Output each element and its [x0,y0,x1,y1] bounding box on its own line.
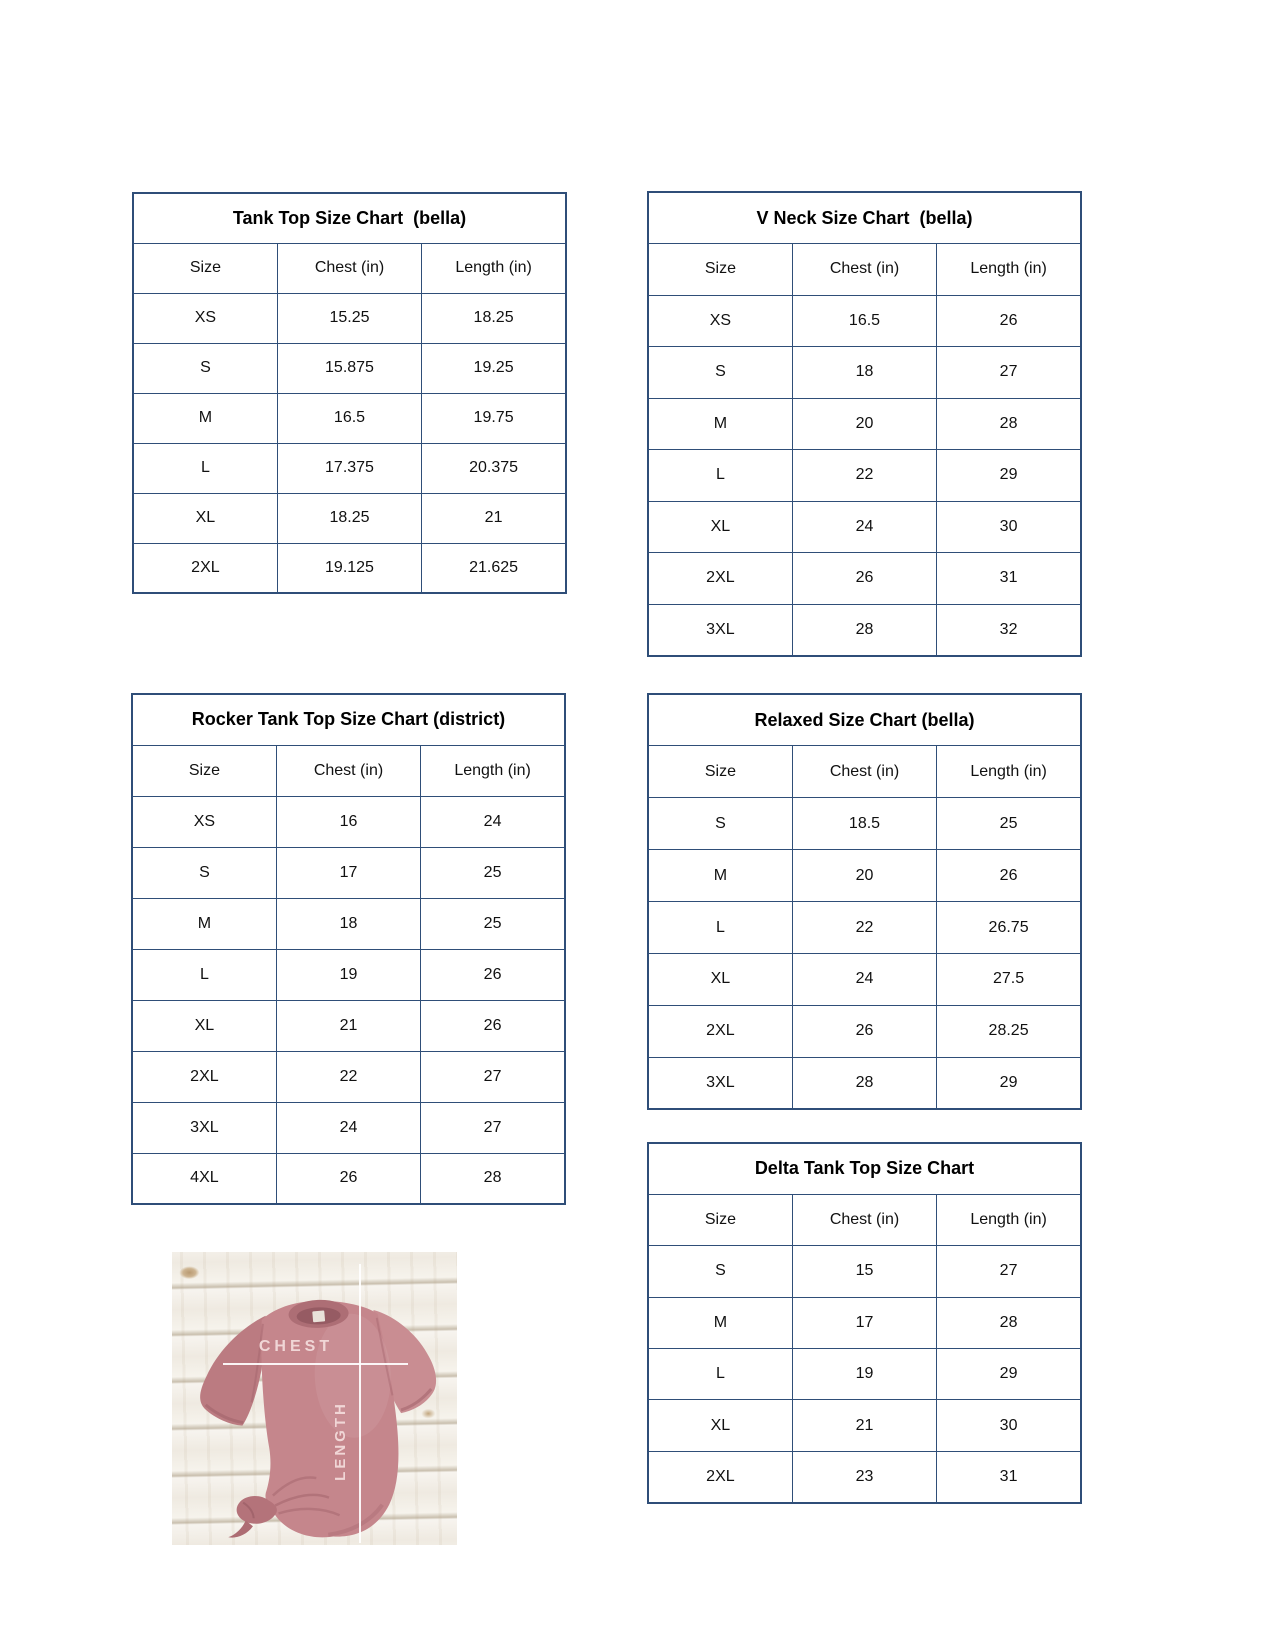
table-cell: M [648,398,792,450]
column-header: Length (in) [421,745,565,796]
table-cell: 2XL [132,1051,276,1102]
table-cell: 29 [937,450,1081,502]
table-row [648,1297,1081,1348]
table-cell: 26 [421,949,565,1000]
table-cell: 16.5 [792,295,936,347]
table-cell: 19.125 [277,543,421,593]
table-cell: 26 [937,295,1081,347]
table-cell: 23 [792,1451,936,1502]
column-header: Size [648,244,792,296]
column-header: Chest (in) [792,244,936,296]
table-cell: 2XL [648,1005,792,1057]
table-cell: 28 [421,1153,565,1204]
table-cell: 15.875 [277,343,421,393]
table-cell: 26 [792,1005,936,1057]
table-row [132,1153,565,1204]
table-cell: 24 [792,953,936,1005]
table-cell: 27 [421,1102,565,1153]
chest-measure-line [223,1363,408,1365]
table-cell: S [648,798,792,850]
column-header: Chest (in) [276,745,420,796]
table-cell: 21.625 [422,543,566,593]
rocker-tank-top-size-table [131,693,566,1205]
table-cell: 18 [276,898,420,949]
table-cell: 22 [792,902,936,954]
table-header-row [133,243,566,293]
table-cell: XS [133,293,277,343]
tank-top-size-table [132,192,567,594]
table-row [133,543,566,593]
table-row [648,450,1081,502]
table-title-row [648,192,1081,244]
table-cell: 18.5 [792,798,936,850]
table-row [133,293,566,343]
table-cell: XL [648,501,792,553]
table-row [648,604,1081,656]
table-cell: 3XL [648,604,792,656]
table-cell: 24 [792,501,936,553]
table-cell: 17 [276,847,420,898]
table-cell: XS [648,295,792,347]
table-cell: 21 [422,493,566,543]
table-cell: 4XL [132,1153,276,1204]
table-cell: 27 [937,1246,1081,1297]
table-cell: 26 [421,1000,565,1051]
table-cell: 28 [792,604,936,656]
table-cell: 2XL [133,543,277,593]
table-cell: 18 [792,347,936,399]
table-row [133,343,566,393]
table-header-row [648,746,1081,798]
table-cell: 22 [792,450,936,502]
tshirt-left-sleeve [197,1316,269,1427]
table-cell: 17 [792,1297,936,1348]
table-title: Relaxed Size Chart (bella) [648,694,1081,746]
table-cell: 16.5 [277,393,421,443]
table-cell: 21 [792,1400,936,1451]
column-header: Size [648,746,792,798]
table-row [648,347,1081,399]
table-cell: 2XL [648,1451,792,1502]
table-cell: 19 [792,1349,936,1400]
column-header: Chest (in) [792,1194,936,1245]
table-cell: XL [648,953,792,1005]
table-cell: 20 [792,398,936,450]
table-cell: 26 [937,850,1081,902]
delta-tank-top-size-table [647,1142,1082,1504]
length-label: LENGTH [332,1401,349,1481]
table-cell: 17.375 [277,443,421,493]
table-cell: L [133,443,277,493]
table-cell: 15 [792,1246,936,1297]
table-cell: 28 [937,398,1081,450]
table-cell: 24 [421,796,565,847]
table-cell: 20 [792,850,936,902]
table-cell: 2XL [648,553,792,605]
table-title-row [132,694,565,745]
table-row [132,847,565,898]
table-cell: 18.25 [277,493,421,543]
table-row [133,443,566,493]
table-cell: 27 [937,347,1081,399]
table-title-row [648,694,1081,746]
table-row [132,796,565,847]
table-cell: 20.375 [422,443,566,493]
table-cell: 19 [276,949,420,1000]
tshirt-illustration [172,1252,457,1545]
table-row [648,295,1081,347]
table-title: Rocker Tank Top Size Chart (district) [132,694,565,745]
table-cell: 18.25 [422,293,566,343]
table-cell: 30 [937,1400,1081,1451]
v-neck-size-table [647,191,1082,657]
table-title-row [648,1143,1081,1194]
table-cell: 25 [937,798,1081,850]
column-header: Length (in) [937,244,1081,296]
table-title: V Neck Size Chart (bella) [648,192,1081,244]
table-cell: L [132,949,276,1000]
table-cell: 28 [937,1297,1081,1348]
table-cell: XL [648,1400,792,1451]
table-cell: 15.25 [277,293,421,343]
table-cell: L [648,902,792,954]
table-cell: L [648,1349,792,1400]
column-header: Size [132,745,276,796]
table-title: Tank Top Size Chart (bella) [133,193,566,243]
table-cell: XL [133,493,277,543]
length-measure-line [359,1264,361,1543]
table-title: Delta Tank Top Size Chart [648,1143,1081,1194]
table-cell: 32 [937,604,1081,656]
table-row [648,1005,1081,1057]
table-row [648,1349,1081,1400]
table-cell: 25 [421,847,565,898]
table-cell: 31 [937,553,1081,605]
table-cell: S [133,343,277,393]
table-cell: 16 [276,796,420,847]
table-cell: 19.75 [422,393,566,443]
table-header-row [648,244,1081,296]
table-header-row [648,1194,1081,1245]
table-row [132,1102,565,1153]
table-cell: XL [132,1000,276,1051]
table-cell: 29 [937,1349,1081,1400]
table-row [133,393,566,443]
tshirt-neck-tag [312,1310,325,1322]
table-cell: 28.25 [937,1005,1081,1057]
table-cell: 27.5 [937,953,1081,1005]
table-cell: 27 [421,1051,565,1102]
shirt-measurement-photo [172,1252,457,1545]
table-row [648,953,1081,1005]
table-header-row [132,745,565,796]
table-row [648,850,1081,902]
column-header: Size [133,243,277,293]
table-cell: 3XL [648,1057,792,1109]
table-row [648,1400,1081,1451]
table-cell: 28 [792,1057,936,1109]
table-cell: 29 [937,1057,1081,1109]
table-cell: 26.75 [937,902,1081,954]
table-cell: 19.25 [422,343,566,393]
table-row [648,1246,1081,1297]
table-cell: XS [132,796,276,847]
chest-label: CHEST [258,1338,334,1355]
table-cell: 24 [276,1102,420,1153]
table-cell: 25 [421,898,565,949]
table-cell: S [132,847,276,898]
column-header: Chest (in) [277,243,421,293]
table-cell: S [648,347,792,399]
table-row [648,1451,1081,1502]
table-cell: M [648,1297,792,1348]
column-header: Length (in) [937,1194,1081,1245]
table-cell: 31 [937,1451,1081,1502]
table-cell: 21 [276,1000,420,1051]
table-row [132,949,565,1000]
column-header: Size [648,1194,792,1245]
column-header: Length (in) [937,746,1081,798]
table-row [648,798,1081,850]
table-row [132,1051,565,1102]
column-header: Length (in) [422,243,566,293]
table-row [648,553,1081,605]
table-cell: 26 [792,553,936,605]
table-row [132,1000,565,1051]
table-row [648,1057,1081,1109]
table-cell: M [648,850,792,902]
table-row [133,493,566,543]
table-cell: 30 [937,501,1081,553]
table-row [648,501,1081,553]
table-cell: 26 [276,1153,420,1204]
table-cell: 3XL [132,1102,276,1153]
table-cell: M [133,393,277,443]
table-cell: M [132,898,276,949]
table-cell: 22 [276,1051,420,1102]
table-cell: L [648,450,792,502]
table-cell: S [648,1246,792,1297]
table-row [648,398,1081,450]
column-header: Chest (in) [792,746,936,798]
table-title-row [133,193,566,243]
table-row [132,898,565,949]
relaxed-size-table [647,693,1082,1110]
table-row [648,902,1081,954]
